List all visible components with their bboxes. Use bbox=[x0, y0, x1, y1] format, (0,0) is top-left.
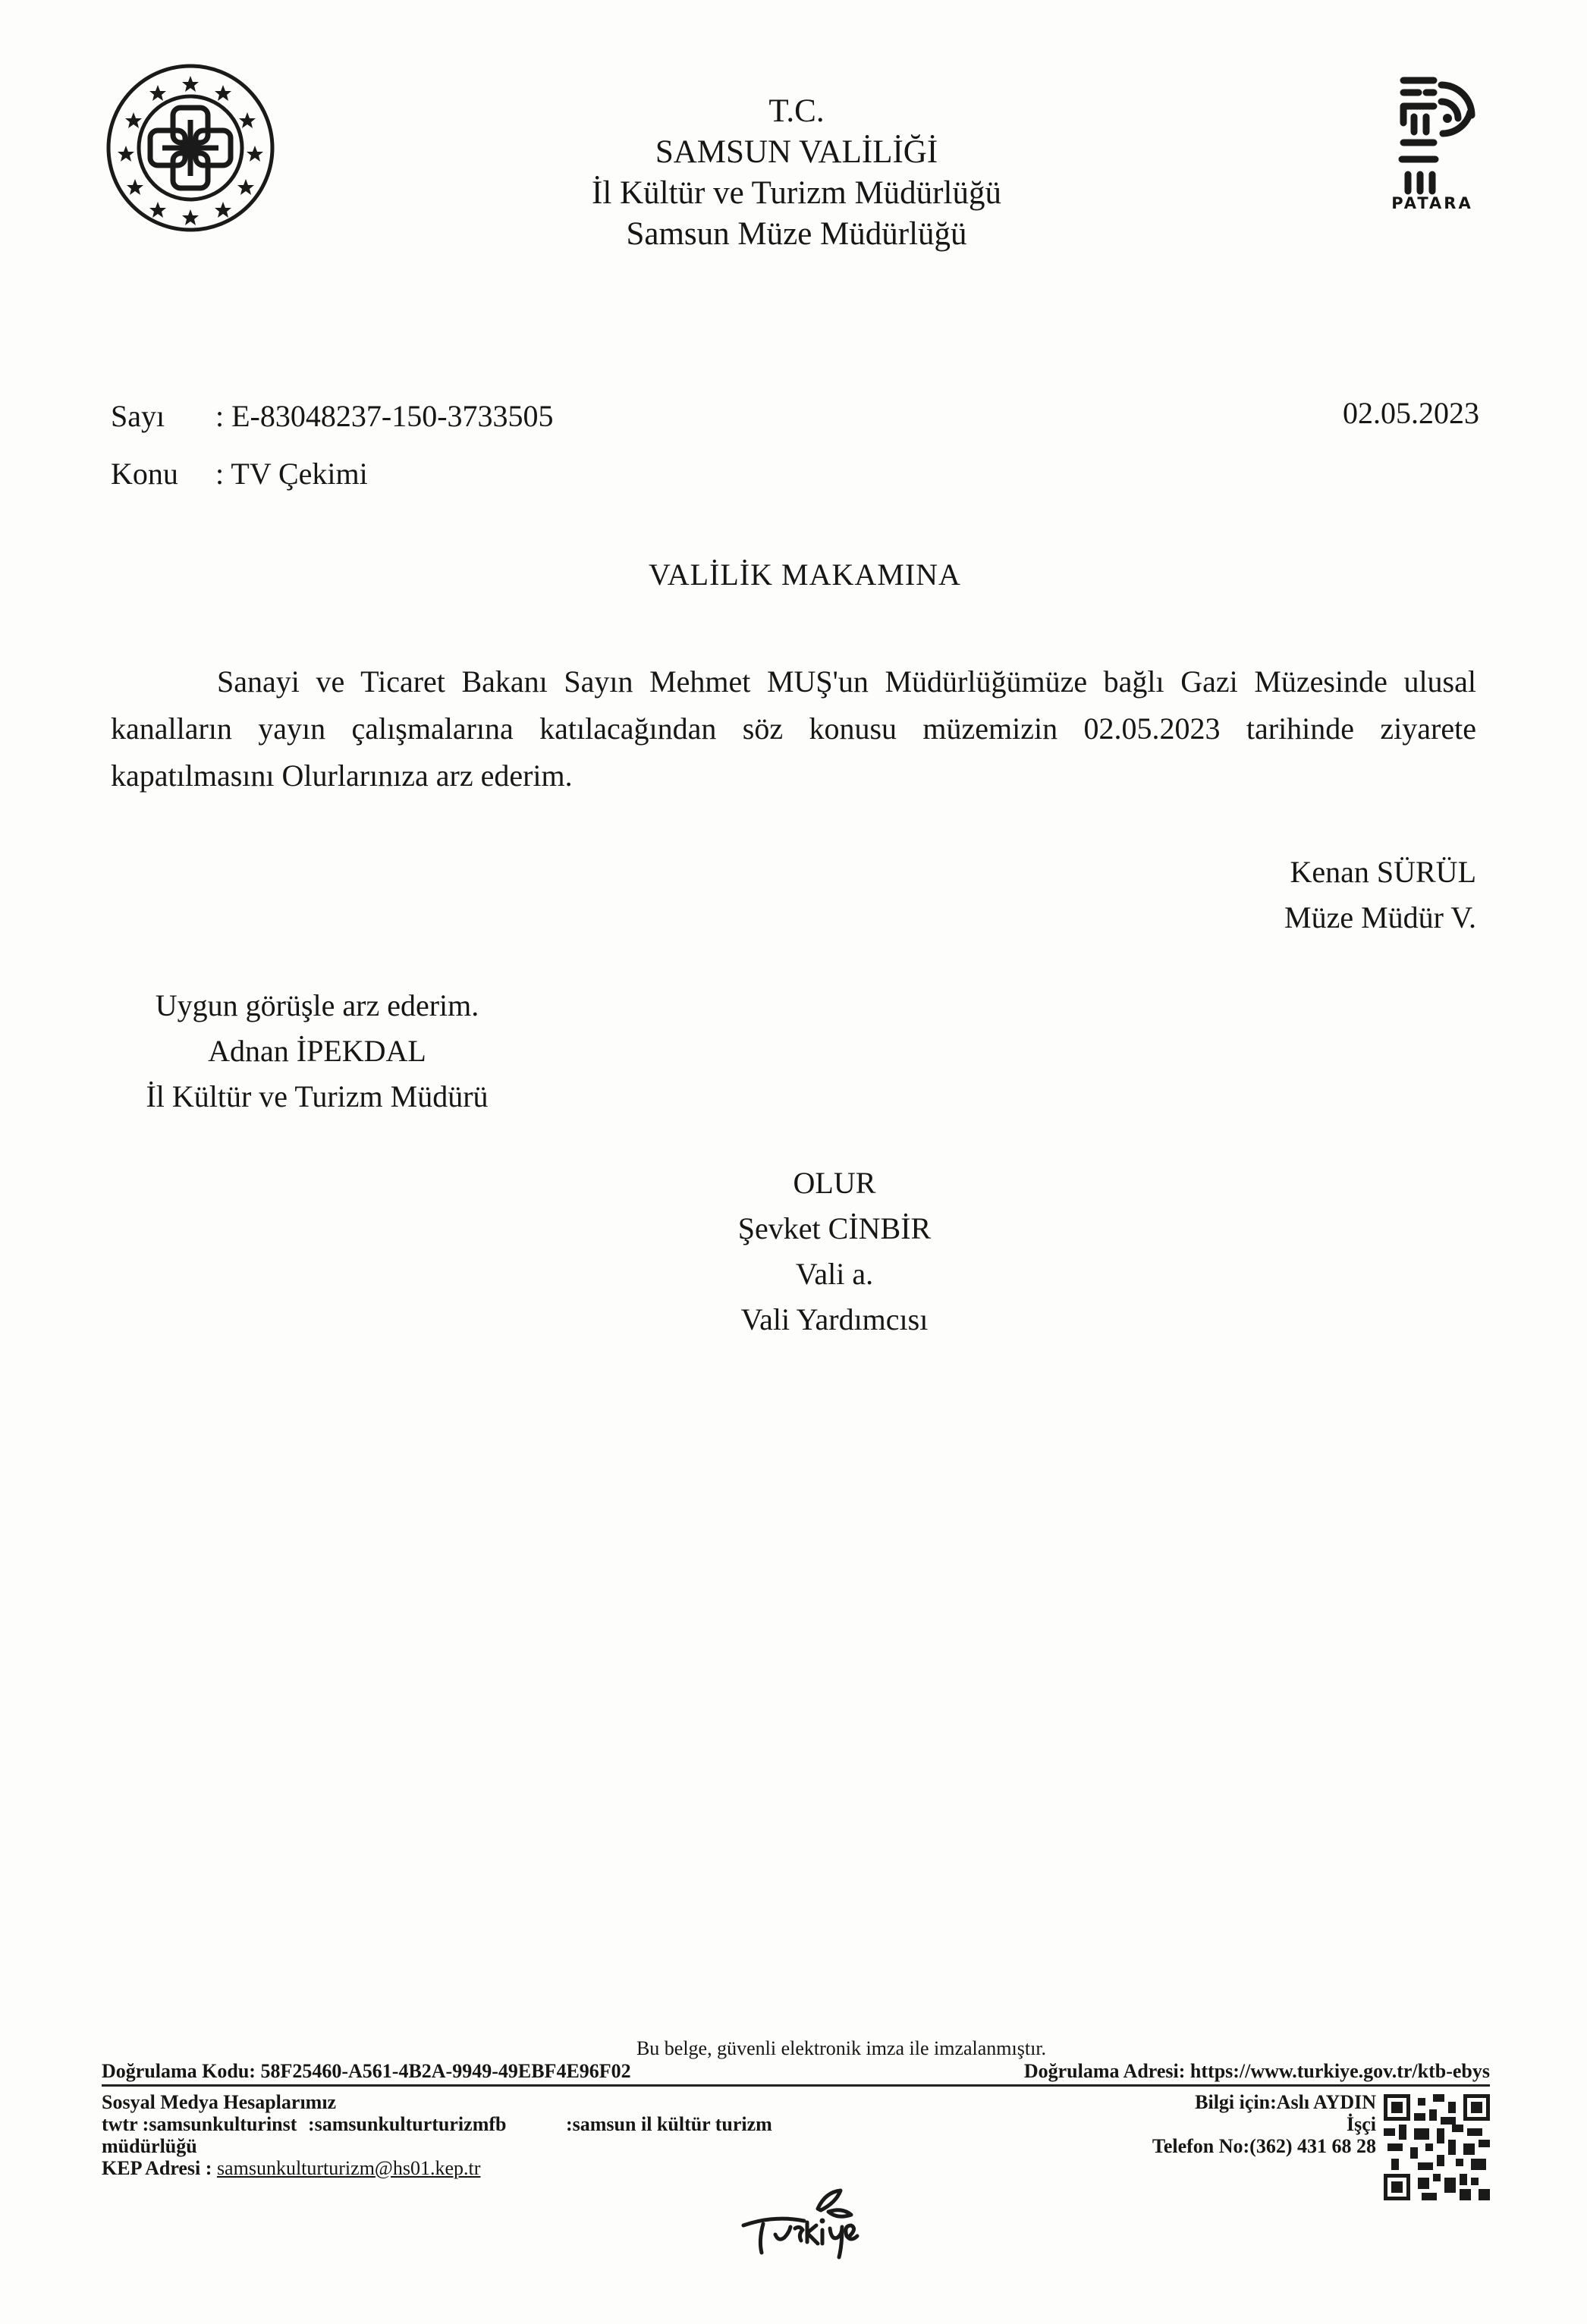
verification-address-value[interactable]: https://www.turkiye.gov.tr/ktb-ebys bbox=[1189, 2060, 1490, 2082]
approval-word: OLUR bbox=[793, 1166, 876, 1200]
verification-code-value: 58F25460-A561-4B2A-9949-49EBF4E96F02 bbox=[260, 2060, 631, 2082]
esign-note: Bu belge, güvenli elektronik imza ile imzalanmıştır. bbox=[636, 2037, 1047, 2059]
patara-logo-text: PATARA bbox=[1391, 194, 1473, 212]
signer-name: Kenan SÜRÜL bbox=[1290, 855, 1476, 889]
signer-block bbox=[1284, 850, 1476, 941]
info-role: İşçi bbox=[1347, 2113, 1376, 2135]
director-title: İl Kültür ve Turizm Müdürü bbox=[146, 1079, 489, 1113]
document-header bbox=[0, 91, 1587, 255]
konu-label: Konu bbox=[111, 457, 178, 491]
social-twitter: twtr :samsunkulturinst bbox=[102, 2113, 297, 2135]
director-note: Uygun görüşle arz ederim. bbox=[155, 988, 479, 1022]
approver-name: Şevket CİNBİR bbox=[737, 1211, 932, 1245]
social-instagram: :samsun il kültür turizm bbox=[566, 2113, 772, 2135]
info-contact: Bilgi için:Aslı AYDIN bbox=[1195, 2091, 1376, 2113]
verification-row bbox=[102, 2060, 1490, 2087]
verification-code bbox=[102, 2060, 631, 2083]
director-block bbox=[127, 983, 507, 1120]
qr-code-icon bbox=[1384, 2094, 1490, 2200]
kep-address[interactable]: samsunkulturturizm@hs01.kep.tr bbox=[216, 2157, 481, 2179]
verification-code-label: Doğrulama Kodu: bbox=[102, 2060, 256, 2082]
turkiye-logo-icon bbox=[728, 2181, 872, 2265]
konu-line bbox=[111, 455, 368, 493]
konu-value: : TV Çekimi bbox=[215, 457, 368, 491]
approver-role: Vali a. bbox=[795, 1257, 874, 1291]
approval-block bbox=[668, 1160, 1001, 1343]
footer-social-column bbox=[102, 2091, 772, 2179]
signer-title: Müze Müdür V. bbox=[1284, 900, 1476, 934]
social-title: Sosyal Medya Hesaplarımız bbox=[102, 2091, 337, 2113]
document-date: 02.05.2023 bbox=[1343, 396, 1479, 430]
header-governorship: SAMSUN VALİLİĞİ bbox=[655, 134, 938, 170]
sayi-label: Sayı bbox=[111, 399, 165, 433]
header-directorate: İl Kültür ve Turizm Müdürlüğü bbox=[592, 175, 1001, 211]
body-paragraph: Sanayi ve Ticaret Bakanı Sayın Mehmet MUŞ'un Müdürlüğümüze bağlı Gazi Müzesinde ulusal kanalların yayın çalışmalarına katılacağından söz konusu müzemizin 02.05.2023 tarihinde ziyarete kapatılmasını Olurlarınıza arz ederim. bbox=[111, 664, 1476, 793]
verification-address bbox=[1024, 2060, 1490, 2083]
verification-address-label: Doğrulama Adresi: bbox=[1023, 2060, 1186, 2082]
kep-line bbox=[102, 2157, 772, 2179]
info-phone: Telefon No:(362) 431 68 28 bbox=[1152, 2135, 1376, 2157]
director-name: Adnan İPEKDAL bbox=[208, 1034, 426, 1068]
social-accounts bbox=[102, 2113, 772, 2135]
sayi-line bbox=[111, 397, 554, 435]
sayi-value: : E-83048237-150-3733505 bbox=[215, 399, 554, 433]
kep-label: KEP Adresi : bbox=[102, 2157, 212, 2179]
header-tc: T.C. bbox=[768, 93, 825, 129]
social-wrap: müdürlüğü bbox=[102, 2135, 197, 2157]
footer-info-column bbox=[1152, 2091, 1376, 2157]
approver-title: Vali Yardımcısı bbox=[740, 1302, 929, 1336]
social-facebook: :samsunkulturturizmfb bbox=[308, 2113, 507, 2135]
header-museum: Samsun Müze Müdürlüğü bbox=[626, 216, 967, 252]
addressee: VALİLİK MAKAMINA bbox=[649, 557, 961, 592]
